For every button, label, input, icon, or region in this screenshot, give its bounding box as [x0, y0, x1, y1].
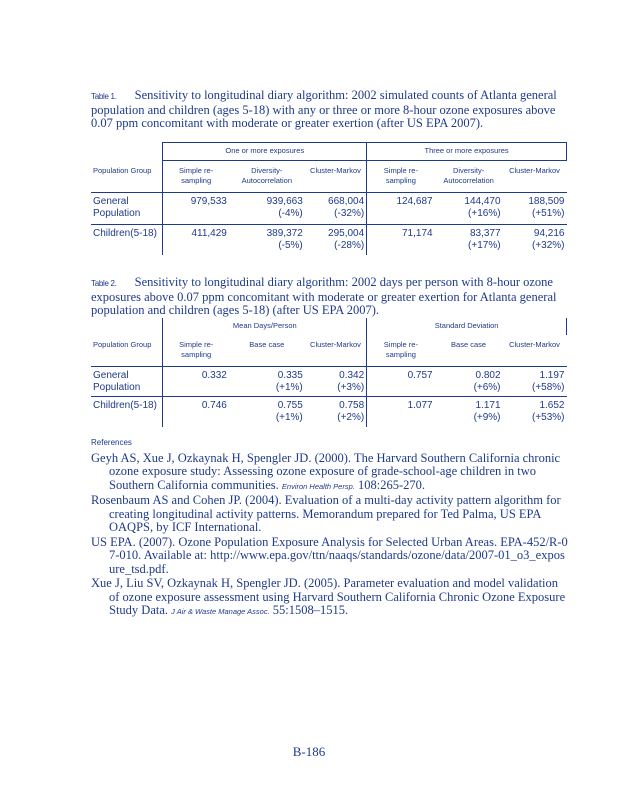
- table1: [91, 142, 567, 255]
- table1-colgroup-2: Three or more exposures: [367, 143, 567, 161]
- cell-value: 83,377: [469, 228, 501, 239]
- table2-subheader: Simple re-sampling: [163, 335, 229, 367]
- cell-pct: (-4%): [278, 208, 303, 219]
- cell-value: 411,429: [191, 228, 227, 239]
- cell-pct: (+16%): [468, 208, 501, 219]
- cell-value: 0.757: [407, 370, 433, 381]
- reference-journal: Environ Health Persp.: [281, 481, 355, 491]
- cell-value: 188,509: [528, 196, 565, 207]
- cell-value: 295,004: [328, 228, 365, 239]
- cell-value: 1.171: [475, 400, 501, 411]
- table2-subheader: Cluster-Markov: [509, 340, 560, 349]
- cell-value: 124,687: [396, 196, 433, 207]
- cell-value: 1.197: [539, 370, 565, 381]
- cell-pct: (+6%): [473, 382, 501, 393]
- row-group: Children(5-18): [93, 400, 157, 411]
- table1-subheader: Cluster-Markov: [305, 161, 367, 193]
- cell-value: 0.335: [277, 370, 303, 381]
- table2: [91, 318, 567, 427]
- references-heading: References: [91, 438, 132, 447]
- cell-value: 1.652: [539, 400, 565, 411]
- reference-item: Xue J, Liu SV, Ozkaynak H, Spengler JD. (2005). Parameter evaluation and model validation of ozone exposure assessment using Harvard Southern California Chronic Ozone Exposure Study Data. J Air & Waste Manage Assoc. 55:1508–1515.: [91, 576, 566, 617]
- table1-subheader: Simple re-sampling: [367, 161, 435, 193]
- row-group: Children(5-18): [93, 228, 157, 239]
- cell-pct: (+51%): [531, 208, 565, 219]
- cell-pct: (+1%): [275, 382, 303, 393]
- references-section: [91, 436, 571, 620]
- table-row: [91, 225, 567, 255]
- table2-subheader: Base case: [451, 340, 487, 349]
- cell-pct: (+9%): [473, 412, 501, 423]
- table1-label: Table 1.: [91, 92, 117, 101]
- cell-value: 94,216: [533, 228, 565, 239]
- cell-value: 0.746: [201, 400, 227, 411]
- table2-subheader: Simple re-sampling: [367, 335, 435, 367]
- cell-pct: (-32%): [334, 208, 365, 219]
- reference-journal: J Air & Waste Manage Assoc.: [171, 607, 270, 616]
- row-group: General Population: [93, 196, 141, 219]
- reference-item: Geyh AS, Xue J, Ozkaynak H, Spengler JD. (2000). The Harvard Southern California chronic ozone exposure study: Assessing ozone exposure of grade-school-age children in two Southern California communities. Environ Health Persp. 108:265-270.: [91, 450, 561, 492]
- table1-caption: Sensitivity to longitudinal diary algorithm: 2002 simulated counts of Atlanta general population and children (ages 5-18) with any or three or more 8-hour ozone exposures above 0.07 ppm concomitant with moderate or greater exertion (after US EPA 2007).: [91, 88, 557, 130]
- cell-pct: (+2%): [337, 412, 365, 423]
- cell-value: 0.755: [277, 400, 303, 411]
- cell-pct: (+1%): [275, 412, 303, 423]
- table2-subheader: Base case: [249, 340, 285, 349]
- cell-value: 71,174: [402, 228, 433, 239]
- table2-caption: Sensitivity to longitudinal diary algorithm: 2002 days per person with 8-hour ozone exposures above 0.07 ppm concomitant with moderate or greater exertion for Atlanta general population and children (ages 5-18) (after US EPA 2007).: [91, 275, 557, 317]
- cell-pct: (+53%): [531, 412, 565, 423]
- table1-colgroup-1: One or more exposures: [163, 143, 367, 161]
- cell-pct: (+17%): [468, 240, 501, 251]
- page-number: B-186: [292, 744, 326, 759]
- table-row: [91, 367, 567, 397]
- table2-group-header: Population Group: [93, 340, 152, 349]
- cell-pct: (-5%): [278, 240, 303, 251]
- table2-colgroup-2: Standard Deviation: [367, 318, 567, 335]
- cell-value: 0.758: [339, 400, 365, 411]
- table1-subheader: Diversity-Autocorrelation: [229, 161, 305, 193]
- table1-subheader: Cluster-Markov: [503, 161, 567, 193]
- cell-value: 979,533: [190, 196, 227, 207]
- cell-value: 939,663: [266, 196, 303, 207]
- table2-colgroup-1: Mean Days/Person: [163, 318, 367, 335]
- reference-item: US EPA. (2007). Ozone Population Exposure Analysis for Selected Urban Areas. EPA-452/R-07-010. Available at: http://www.epa.gov/ttn/naaqs/standards/ozone/data/2007-01_o3_exposure_tsd.pdf.: [91, 534, 568, 576]
- table1-subheader: Simple re-sampling: [163, 161, 229, 193]
- cell-pct: (+3%): [337, 382, 365, 393]
- cell-pct: (+58%): [531, 382, 565, 393]
- cell-value: 668,004: [328, 196, 365, 207]
- table-row: [91, 397, 567, 427]
- cell-value: 1.077: [407, 400, 433, 411]
- table1-subheader: Diversity-Autocorrelation: [435, 161, 503, 193]
- cell-value: 0.802: [475, 370, 501, 381]
- table2-label: Table 2.: [91, 279, 117, 288]
- cell-pct: (-28%): [334, 240, 365, 251]
- table2-subheader: Cluster-Markov: [310, 340, 361, 349]
- reference-item: Rosenbaum AS and Cohen JP. (2004). Evaluation of a multi-day activity pattern algorithm for creating longitudinal activity patterns. Memorandum prepared for Ted Palma, US EPA OAQPS, by ICF International.: [91, 493, 561, 534]
- table1-caption-block: [91, 89, 571, 131]
- cell-value: 0.342: [339, 370, 365, 381]
- table-row: [91, 193, 567, 225]
- cell-pct: (+32%): [531, 240, 565, 251]
- cell-value: 389,372: [266, 228, 303, 239]
- cell-value: 0.332: [201, 370, 227, 381]
- table1-group-header: Population Group: [93, 165, 152, 175]
- cell-value: 144,470: [464, 196, 501, 207]
- row-group: General Population: [93, 370, 141, 393]
- table2-caption-block: [91, 276, 571, 318]
